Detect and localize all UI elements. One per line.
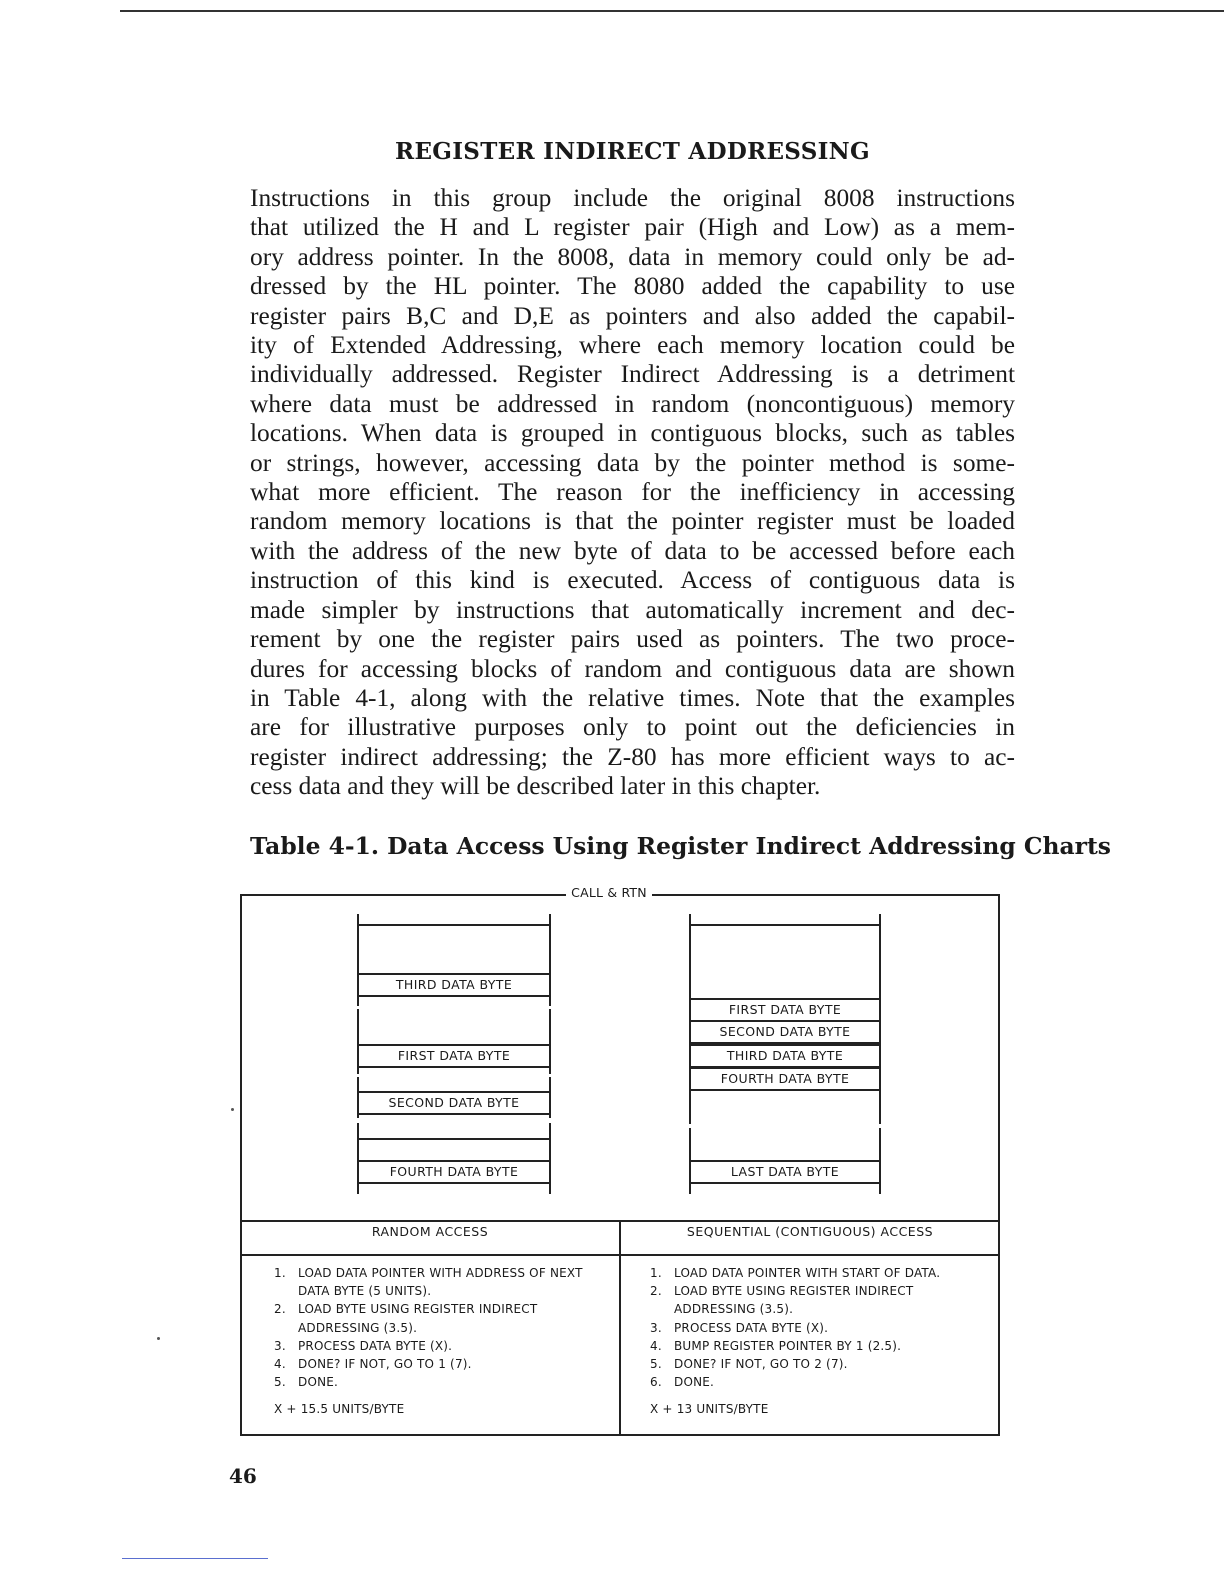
sequential-rate: X + 13 UNITS/BYTE [650, 1402, 769, 1416]
paragraph-line: where data must be addressed in random (noncontiguous) memory [250, 389, 1015, 418]
sequential-steps-list [650, 1264, 990, 1391]
random-rate: X + 15.5 UNITS/BYTE [274, 1402, 405, 1416]
paragraph-line: instruction of this kind is executed. Access of contiguous data is [250, 566, 1015, 595]
list-item: 5. DONE. [274, 1375, 339, 1390]
random-access-header: RANDOM ACCESS [371, 1224, 489, 1239]
bottom-rule [122, 1558, 268, 1559]
paragraph-line: dures for accessing blocks of random and contiguous data are shown [250, 654, 1015, 683]
top-rule [120, 10, 1224, 12]
memory-cell: SECOND DATA BYTE [689, 1020, 881, 1044]
list-item: 3. PROCESS DATA BYTE (X). [650, 1320, 829, 1335]
section-heading: REGISTER INDIRECT ADDRESSING [395, 138, 870, 165]
paragraph-line: random memory locations is that the pointer register must be loaded [250, 507, 1015, 536]
scan-speck [231, 1108, 234, 1111]
column-divider [619, 1220, 621, 1436]
paragraph-line: dressed by the HL pointer. The 8080 added the capability to use [250, 272, 1015, 301]
random-steps-list [274, 1264, 594, 1391]
paragraph-line: are for illustrative purposes only to point out the deficiencies in [250, 713, 1015, 742]
paragraph-line: with the address of the new byte of data to be accessed before each [250, 536, 1015, 565]
paragraph-line: cess data and they will be described later in this chapter. [250, 772, 821, 801]
paragraph-line: made simpler by instructions that automatically increment and dec- [250, 595, 1015, 624]
list-item: 1. LOAD DATA POINTER WITH ADDRESS OF NEXT DATA BYTE (5 UNITS). [274, 1266, 583, 1299]
paragraph-line: Instructions in this group include the original 8008 instructions [250, 184, 1015, 212]
memory-cell: FIRST DATA BYTE [357, 1044, 551, 1068]
memory-cell: FIRST DATA BYTE [689, 998, 881, 1022]
list-item: 2. LOAD BYTE USING REGISTER INDIRECT ADDRESSING (3.5). [650, 1284, 914, 1317]
paragraph-line: ity of Extended Addressing, where each memory location could be [250, 331, 1015, 360]
paragraph-line: register pairs B,C and D,E as pointers and also added the capabil- [250, 301, 1015, 330]
list-item: 1. LOAD DATA POINTER WITH START OF DATA. [650, 1266, 941, 1280]
table-caption: Table 4-1. Data Access Using Register Indirect Addressing Charts [250, 832, 1111, 860]
paragraph-line: ory address pointer. In the 8008, data in memory could only be ad- [250, 242, 1015, 271]
memory-cell: THIRD DATA BYTE [689, 1044, 881, 1068]
paragraph-line: or strings, however, accessing data by the pointer method is some- [250, 448, 1015, 477]
paragraph-line: rement by one the register pairs used as pointers. The two proce- [250, 625, 1015, 654]
body-paragraph [250, 184, 1015, 802]
scan-speck [157, 1337, 160, 1340]
memory-cell: FOURTH DATA BYTE [357, 1160, 551, 1184]
list-item: 4. DONE? IF NOT, GO TO 1 (7). [274, 1357, 472, 1372]
memory-cell: THIRD DATA BYTE [357, 973, 551, 997]
list-item: 5. DONE? IF NOT, GO TO 2 (7). [650, 1357, 848, 1372]
paragraph-line: that utilized the H and L register pair (High and Low) as a mem- [250, 213, 1015, 242]
paragraph-line: what more efficient. The reason for the inefficiency in accessing [250, 478, 1015, 507]
call-rtn-label: CALL & RTN [566, 885, 652, 900]
page-number: 46 [229, 1464, 257, 1488]
list-item: 2. LOAD BYTE USING REGISTER INDIRECT ADDRESSING (3.5). [274, 1302, 538, 1335]
list-item: 6. DONE. [650, 1375, 715, 1390]
paragraph-line: locations. When data is grouped in contiguous blocks, such as tables [250, 419, 1015, 448]
paragraph-line: individually addressed. Register Indirect Addressing is a detriment [250, 360, 1015, 389]
sequential-access-header: SEQUENTIAL (CONTIGUOUS) ACCESS [686, 1224, 934, 1239]
paragraph-line: in Table 4-1, along with the relative times. Note that the examples [250, 683, 1015, 712]
memory-cell: FOURTH DATA BYTE [689, 1067, 881, 1091]
list-item: 4. BUMP REGISTER POINTER BY 1 (2.5). [650, 1338, 902, 1353]
memory-cell: SECOND DATA BYTE [357, 1091, 551, 1115]
paragraph-line: register indirect addressing; the Z-80 has more efficient ways to ac- [250, 742, 1015, 771]
list-item: 3. PROCESS DATA BYTE (X). [274, 1338, 453, 1353]
memory-cell: LAST DATA BYTE [689, 1160, 881, 1184]
data-access-chart [240, 884, 1002, 1438]
